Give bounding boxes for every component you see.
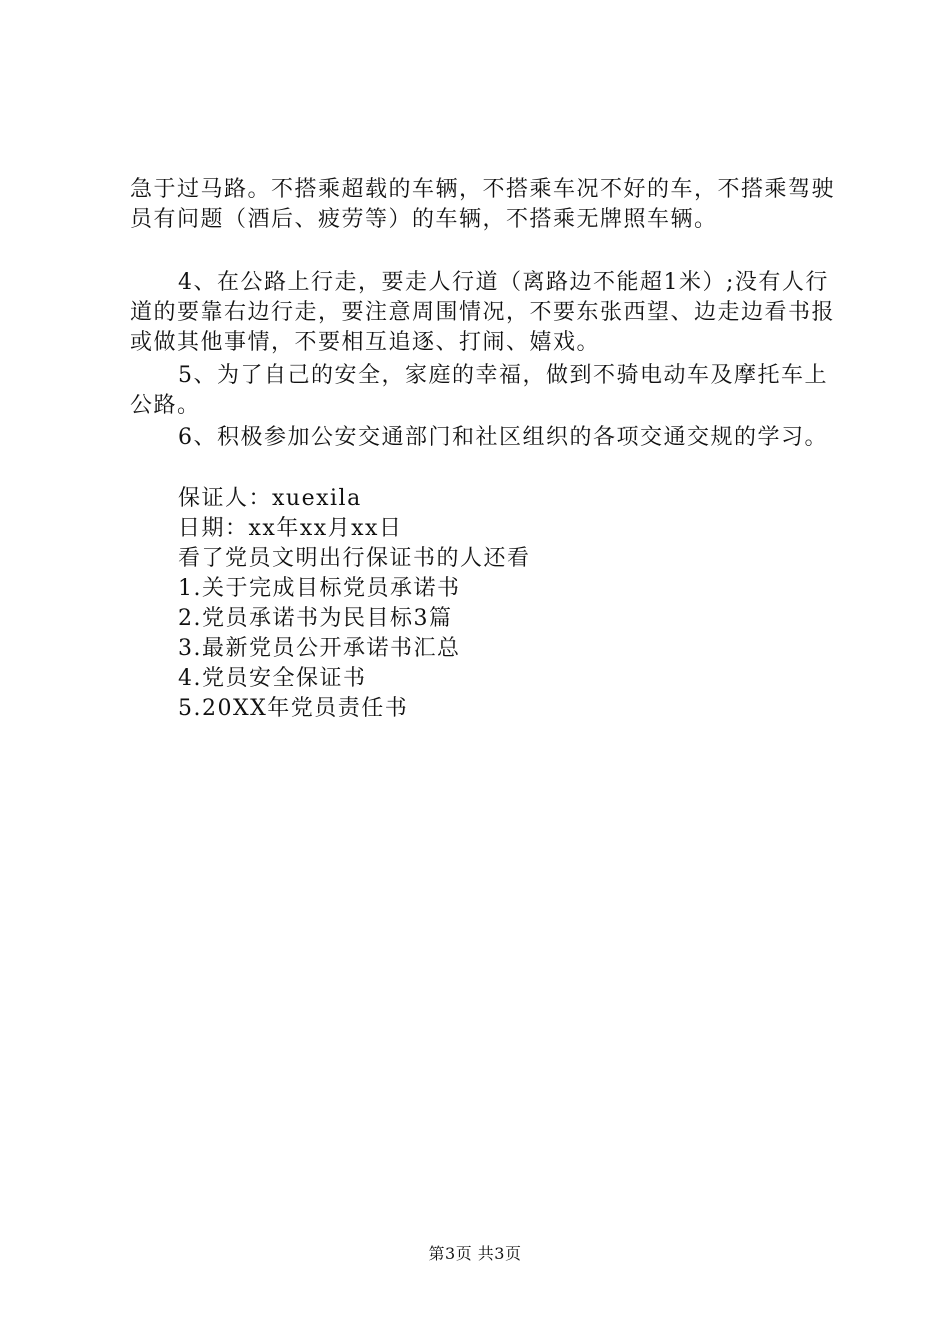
- paragraph-6-text: 6、积极参加公安交通部门和社区组织的各项交通交规的学习。: [178, 425, 828, 450]
- page-number-footer: 第3页 共3页: [428, 1244, 522, 1263]
- paragraph-5-text: 5、为了自己的安全，家庭的幸福，做到不骑电动车及摩托车上公路。: [130, 363, 828, 418]
- paragraph-intro-text: 急于过马路。不搭乘超载的车辆，不搭乘车况不好的车，不搭乘驾驶员有问题（酒后、疲劳等）的车辆，不搭乘无牌照车辆。: [130, 177, 836, 232]
- related-link-3[interactable]: 3.最新党员公开承诺书汇总: [178, 636, 461, 661]
- related-heading: 看了党员文明出行保证书的人还看: [178, 546, 531, 571]
- related-link-2[interactable]: 2.党员承诺书为民目标3篇: [178, 606, 453, 631]
- paragraph-4-text: 4、在公路上行走，要走人行道（离路边不能超1米）;没有人行道的要靠右边行走，要注意周围情况，不要东张西望、边走边看书报或做其他事情，不要相互追逐、打闹、嬉戏。: [130, 270, 836, 355]
- paragraph-intro: [130, 175, 840, 235]
- related-link-5[interactable]: 5.20XX年党员责任书: [178, 696, 409, 721]
- paragraph-6: [130, 423, 840, 453]
- related-link-1[interactable]: 1.关于完成目标党员承诺书: [178, 576, 461, 601]
- paragraph-5: [130, 361, 840, 421]
- related-link-4[interactable]: 4.党员安全保证书: [178, 666, 367, 691]
- paragraph-4: [130, 268, 840, 358]
- guarantor-line: 保证人：xuexila: [178, 486, 362, 511]
- date-line: 日期：xx年xx月xx日: [178, 516, 403, 541]
